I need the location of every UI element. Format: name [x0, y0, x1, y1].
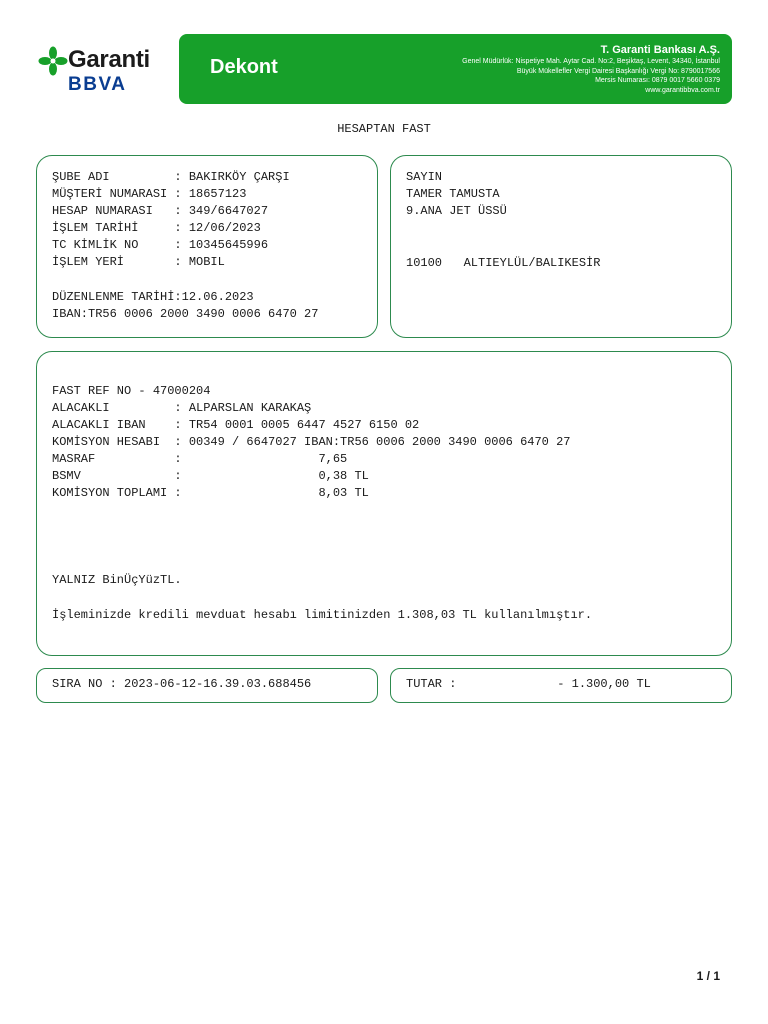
- bsmv-line: BSMV : 0,38 TL: [52, 469, 369, 483]
- garanti-bbva-logo: [36, 42, 156, 98]
- recipient-name: TAMER TAMUSTA: [406, 187, 500, 201]
- iban-line: IBAN:TR56 0006 2000 3490 0006 6470 27: [52, 307, 319, 321]
- banner-title: Dekont: [210, 56, 278, 78]
- bank-tax: Büyük Mükellefler Vergi Dairesi Başkanlığı Vergi No: 8790017566: [516, 67, 720, 75]
- bank-mersis: Mersis Numarası: 0879 0017 5660 0379: [595, 77, 720, 84]
- creditor-line: ALACAKLI : ALPARSLAN KARAKAŞ: [52, 401, 312, 415]
- bank-info: [462, 43, 720, 95]
- recipient-box: [390, 155, 732, 338]
- tc-line: TC KİMLİK NO : 10345645996: [52, 238, 269, 252]
- place-line: İŞLEM YERİ : MOBIL: [52, 255, 225, 269]
- recipient-address: 9.ANA JET ÜSSÜ: [406, 204, 507, 218]
- creditor-iban-line: ALACAKLI IBAN : TR54 0001 0005 6447 4527 6150 02: [52, 418, 420, 432]
- fast-ref-line: FAST REF NO - 47000204: [52, 384, 211, 398]
- bank-address: Genel Müdürlük: Nispetiye Mah. Aytar Cad. No:2, Beşiktaş, Levent, 34340, İstanbul: [462, 58, 720, 65]
- fee-line: MASRAF : 7,65: [52, 452, 348, 466]
- amount-words-line: YALNIZ BinÜçYüzTL.: [52, 573, 182, 587]
- transaction-details-box: [36, 351, 732, 656]
- clover-logo-icon: [38, 46, 68, 76]
- account-info-box: [36, 155, 378, 338]
- total-line: TUTAR : - 1.300,00 TL: [406, 677, 651, 691]
- recipient-city: 10100 ALTIEYLÜL/BALIKESİR: [406, 256, 601, 270]
- commission-total-line: KOMİSYON TOPLAMI : 8,03 TL: [52, 486, 369, 500]
- header-banner: [179, 34, 732, 104]
- logo-bbva-text: BBVA: [68, 74, 127, 95]
- logo-garanti-text: Garanti: [68, 46, 150, 73]
- total-box: [390, 668, 732, 703]
- sequence-box: [36, 668, 378, 703]
- bank-website: www.garantibbva.com.tr: [645, 86, 720, 94]
- page-number: 1 / 1: [696, 969, 720, 983]
- bank-name: T. Garanti Bankası A.Ş.: [600, 44, 720, 56]
- branch-line: ŞUBE ADI : BAKIRKÖY ÇARŞI: [52, 170, 290, 184]
- sequence-line: SIRA NO : 2023-06-12-16.39.03.688456: [52, 677, 312, 691]
- credit-note-line: İşleminizde kredili mevduat hesabı limitinizden 1.308,03 TL kullanılmıştır.: [52, 608, 593, 622]
- commission-account-line: KOMİSYON HESABI : 00349 / 6647027 IBAN:TR56 0006 2000 3490 0006 6470 27: [52, 435, 571, 449]
- date-line: İŞLEM TARİHİ : 12/06/2023: [52, 221, 261, 235]
- issue-date-line: DÜZENLENME TARİHİ:12.06.2023: [52, 290, 254, 304]
- document-title: HESAPTAN FAST: [337, 122, 431, 136]
- customer-no-line: MÜŞTERİ NUMARASI : 18657123: [52, 187, 247, 201]
- salutation: SAYIN: [406, 170, 443, 184]
- account-no-line: HESAP NUMARASI : 349/6647027: [52, 204, 269, 218]
